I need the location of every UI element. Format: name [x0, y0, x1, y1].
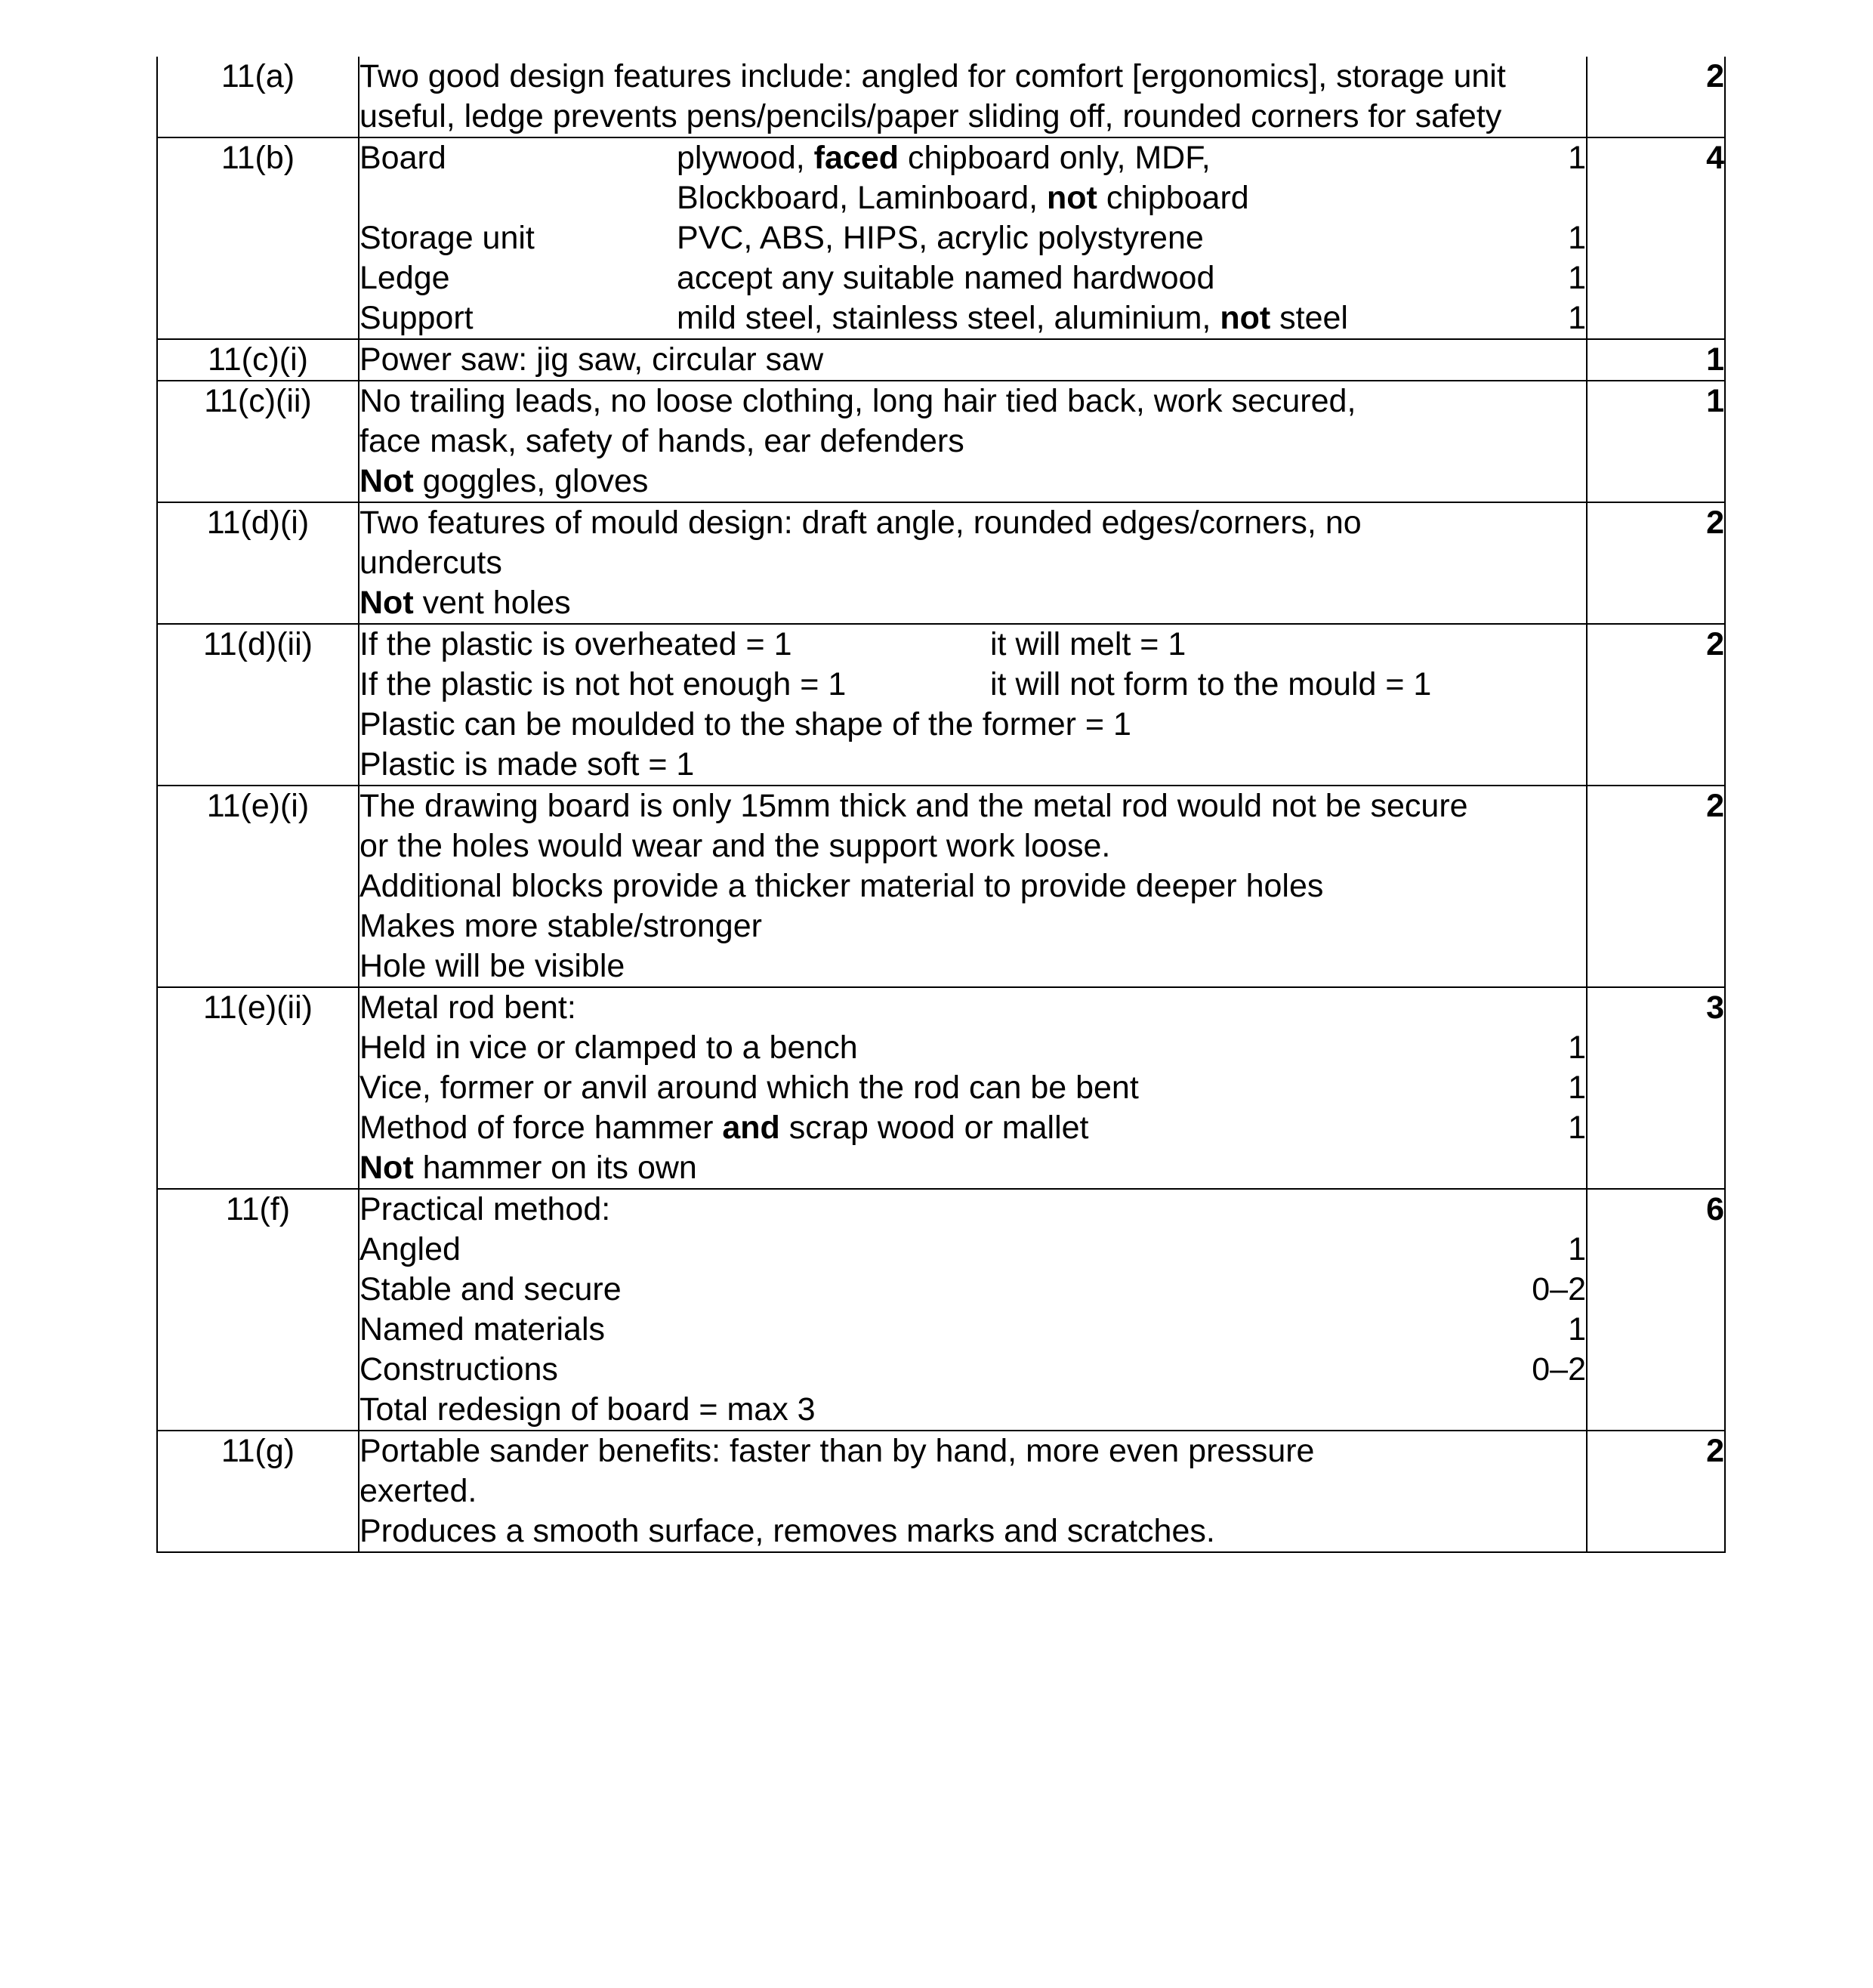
question-number: 11(d)(i) [157, 502, 359, 624]
material-text: PVC, ABS, HIPS, acrylic polystyrene [677, 220, 1204, 256]
table-row [157, 1189, 1725, 1431]
question-number: 11(b) [157, 137, 359, 339]
marks-cell: 4 [1587, 137, 1725, 339]
component-label: Ledge [359, 260, 450, 296]
component-label: Storage unit [359, 220, 535, 256]
answer-line: Angled 1 [359, 1230, 1586, 1270]
answer-line: Two features of mould design: draft angle, rounded edges/corners, no [359, 505, 1362, 541]
answer-cell [359, 624, 1587, 786]
answer-line: No trailing leads, no loose clothing, long hair tied back, work secured, [359, 383, 1356, 419]
point-value: 1 [1568, 1231, 1586, 1267]
point-value: 0–2 [1532, 1271, 1586, 1307]
answer-line: face mask, safety of hands, ear defenders [359, 423, 964, 459]
answer-line [359, 138, 1586, 178]
not-keyword: Not [359, 463, 414, 499]
answer-cell [359, 502, 1587, 624]
point-value: 1 [1568, 1110, 1586, 1146]
table-row [157, 987, 1725, 1189]
question-number: 11(d)(ii) [157, 624, 359, 786]
answer-line: Not vent holes [359, 583, 1586, 623]
answer-heading: Metal rod bent: [359, 989, 576, 1026]
point-value: 1 [1568, 140, 1586, 176]
not-keyword: Not [359, 585, 414, 621]
point-value: 0–2 [1532, 1351, 1586, 1388]
marks-cell: 1 [1587, 381, 1725, 502]
answer-line: Additional blocks provide a thicker material to provide deeper holes [359, 868, 1324, 904]
answer-line: exerted. [359, 1473, 477, 1509]
answer-line: If the plastic is not hot enough = 1 it will not form to the mould = 1 [359, 666, 1432, 702]
not-keyword: Not [359, 1150, 414, 1186]
answer-line [359, 298, 1586, 338]
answer-cell [359, 987, 1587, 1189]
answer-line: The drawing board is only 15mm thick and the metal rod would not be secure [359, 788, 1468, 824]
point-value: 1 [1568, 1311, 1586, 1347]
answer-line: Vice, former or anvil around which the rod can be bent 1 [359, 1068, 1586, 1108]
answer-line: Held in vice or clamped to a bench 1 [359, 1028, 1586, 1068]
point-value: 1 [1568, 260, 1586, 296]
marks-cell: 2 [1587, 502, 1725, 624]
answer-line [359, 258, 1586, 298]
answer-text: Power saw: jig saw, circular saw [359, 341, 824, 378]
answer-line [359, 178, 1586, 218]
point-value: 1 [1568, 1070, 1586, 1106]
answer-line: If the plastic is overheated = 1 it will melt = 1 [359, 626, 1186, 662]
material-text: accept any suitable named hardwood [677, 260, 1215, 296]
answer-line: Not hammer on its own [359, 1148, 1586, 1188]
answer-cell [359, 1189, 1587, 1431]
table-row [157, 137, 1725, 339]
point-value [1503, 178, 1586, 218]
answer-line: Total redesign of board = max 3 [359, 1391, 816, 1428]
point-value: 1 [1568, 300, 1586, 336]
answer-cell [359, 339, 1587, 381]
point-value: 1 [1568, 220, 1586, 256]
table-row [157, 624, 1725, 786]
question-number: 11(c)(ii) [157, 381, 359, 502]
marks-cell: 6 [1587, 1189, 1725, 1431]
answer-line: Named materials 1 [359, 1310, 1586, 1350]
answer-line: Constructions 0–2 [359, 1350, 1586, 1390]
answer-line: or the holes would wear and the support work loose. [359, 828, 1111, 864]
answer-cell [359, 57, 1587, 137]
answer-line: Method of force hammer and scrap wood or mallet 1 [359, 1108, 1586, 1148]
answer-line: Not goggles, gloves [359, 462, 1586, 502]
question-number: 11(f) [157, 1189, 359, 1431]
table-row [157, 502, 1725, 624]
marks-cell: 3 [1587, 987, 1725, 1189]
answer-line: Stable and secure 0–2 [359, 1270, 1586, 1310]
mark-scheme-table [156, 57, 1726, 1553]
question-number: 11(a) [157, 57, 359, 137]
component-label: Support [359, 300, 474, 336]
marks-cell: 2 [1587, 624, 1725, 786]
component-label: Board [359, 140, 446, 176]
question-number: 11(e)(ii) [157, 987, 359, 1189]
marks-cell: 2 [1587, 1431, 1725, 1552]
answer-cell [359, 1431, 1587, 1552]
component-label [359, 178, 677, 218]
answer-line: Produces a smooth surface, removes marks and scratches. [359, 1513, 1215, 1549]
answer-line [359, 218, 1586, 258]
table-row [157, 786, 1725, 987]
marks-cell: 2 [1587, 57, 1725, 137]
marks-cell: 1 [1587, 339, 1725, 381]
question-number: 11(c)(i) [157, 339, 359, 381]
answer-heading: Practical method: [359, 1191, 611, 1227]
answer-line: Hole will be visible [359, 948, 625, 984]
answer-line: Plastic is made soft = 1 [359, 746, 695, 783]
answer-line: Plastic can be moulded to the shape of the former = 1 [359, 706, 1131, 742]
material-text: Blockboard, Laminboard, not chipboard [677, 180, 1249, 216]
answer-line: undercuts [359, 545, 502, 581]
material-text: mild steel, stainless steel, aluminium, not steel [677, 300, 1348, 336]
answer-cell [359, 381, 1587, 502]
answer-text: Two good design features include: angled for comfort [ergonomics], storage unit useful, ledge prevents pens/pencils/paper sliding off, rounded corners for safety [359, 58, 1506, 134]
question-number: 11(e)(i) [157, 786, 359, 987]
table-row [157, 1431, 1725, 1552]
answer-cell [359, 137, 1587, 339]
question-number: 11(g) [157, 1431, 359, 1552]
answer-line: Portable sander benefits: faster than by hand, more even pressure [359, 1433, 1315, 1469]
answer-cell [359, 786, 1587, 987]
table-row [157, 339, 1725, 381]
table-row [157, 381, 1725, 502]
material-text: plywood, faced chipboard only, MDF, [677, 140, 1211, 176]
point-value: 1 [1568, 1030, 1586, 1066]
answer-line: Makes more stable/stronger [359, 908, 762, 944]
marks-cell: 2 [1587, 786, 1725, 987]
table-row [157, 57, 1725, 137]
